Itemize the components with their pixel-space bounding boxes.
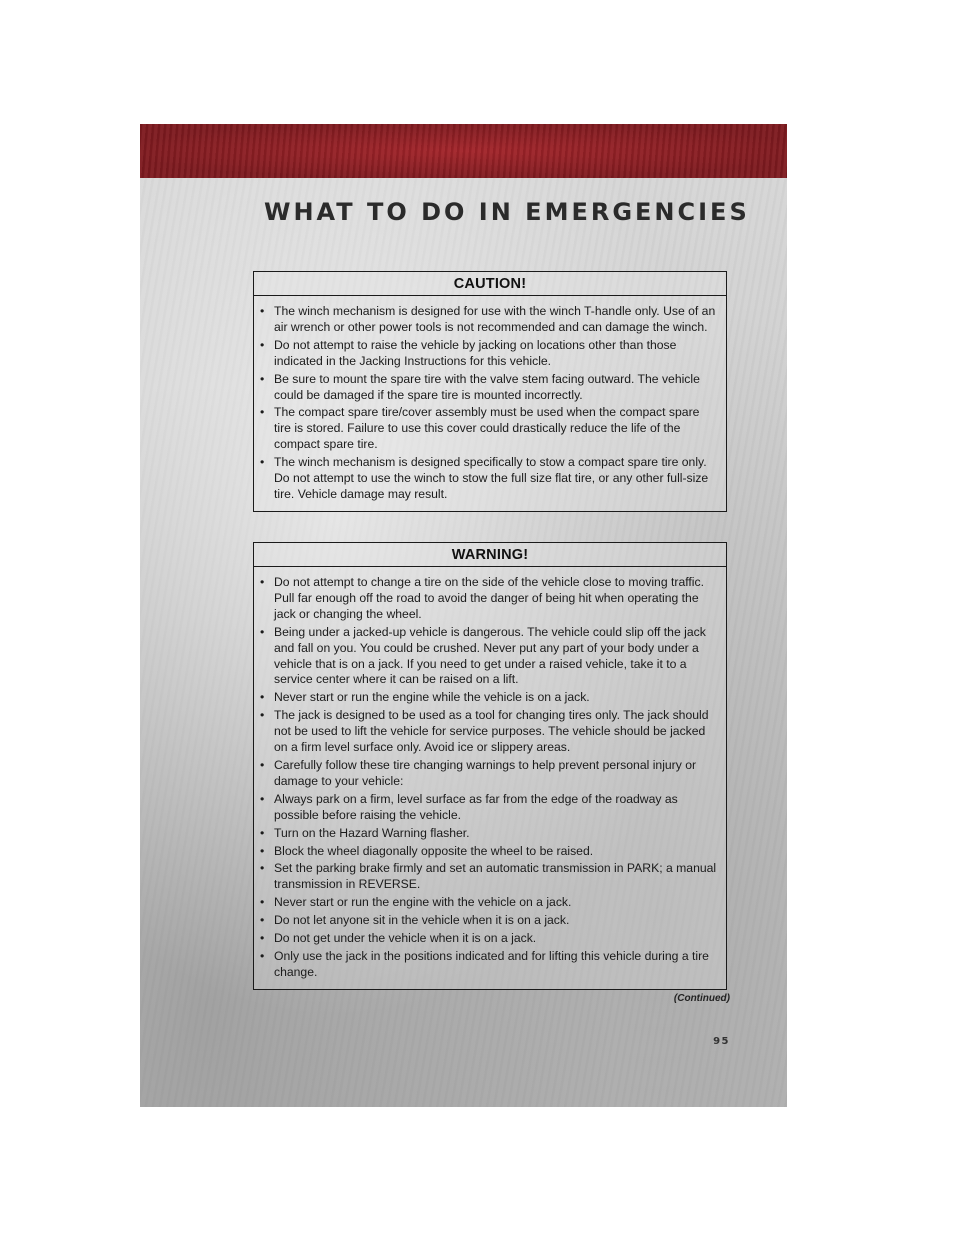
header-banner [140, 124, 787, 178]
caution-list [254, 296, 726, 511]
warning-item: • Never start or run the engine while the vehicle is on a jack. [274, 690, 718, 706]
continued-label: (Continued) [673, 993, 730, 1004]
warning-item: • Always park on a firm, level surface as far from the edge of the roadway as possible before raising the vehicle. [274, 792, 718, 824]
warning-item: • Do not attempt to change a tire on the side of the vehicle close to moving traffic. Pull far enough off the road to avoid the danger of being hit when operating the jack or changing the wheel. [274, 575, 718, 623]
caution-box [253, 271, 727, 512]
caution-item: • Be sure to mount the spare tire with the valve stem facing outward. The vehicle could be damaged if the spare tire is mounted incorrectly. [274, 372, 718, 404]
warning-item: • Turn on the Hazard Warning flasher. [274, 826, 718, 842]
manual-page [140, 124, 787, 1107]
warning-item: • Set the parking brake firmly and set an automatic transmission in PARK; a manual transmission in REVERSE. [274, 861, 718, 893]
warning-item: • Do not let anyone sit in the vehicle when it is on a jack. [274, 913, 718, 929]
caution-item: • The winch mechanism is designed specifically to stow a compact spare tire only. Do not attempt to use the winch to stow the full size flat tire, or any other full-size tire. Vehicle damage may result. [274, 455, 718, 503]
warning-item: • The jack is designed to be used as a tool for changing tires only. The jack should not be used to lift the vehicle for service purposes. The vehicle should be jacked on a firm level surface only. Avoid ice or slippery areas. [274, 708, 718, 756]
caution-item: • Do not attempt to raise the vehicle by jacking on locations other than those indicated in the Jacking Instructions for this vehicle. [274, 338, 718, 370]
caution-item: • The compact spare tire/cover assembly must be used when the compact spare tire is stored. Failure to use this cover could drastically reduce the life of the compact spare tire. [274, 405, 718, 453]
warning-item: • Being under a jacked-up vehicle is dangerous. The vehicle could slip off the jack and fall on you. You could be crushed. Never put any part of your body under a vehicle that is on a jack. If you need to get under a raised vehicle, take it to a service center where it can be raised on a lift. [274, 625, 718, 689]
page-number: 95 [713, 1036, 730, 1047]
caution-item: • The winch mechanism is designed for use with the winch T-handle only. Use of an air wrench or other power tools is not recommended and can damage the winch. [274, 304, 718, 336]
warning-box [253, 542, 727, 990]
warning-item: • Block the wheel diagonally opposite the wheel to be raised. [274, 844, 718, 860]
warning-item: • Never start or run the engine with the vehicle on a jack. [274, 895, 718, 911]
warning-list [254, 567, 726, 989]
warning-item: • Do not get under the vehicle when it is on a jack. [274, 931, 718, 947]
section-heading: WHAT TO DO IN EMERGENCIES [264, 198, 750, 226]
caution-title: CAUTION! [254, 272, 726, 296]
warning-item: • Only use the jack in the positions indicated and for lifting this vehicle during a tire change. [274, 949, 718, 981]
warning-item: • Carefully follow these tire changing warnings to help prevent personal injury or damage to your vehicle: [274, 758, 718, 790]
warning-title: WARNING! [254, 543, 726, 567]
